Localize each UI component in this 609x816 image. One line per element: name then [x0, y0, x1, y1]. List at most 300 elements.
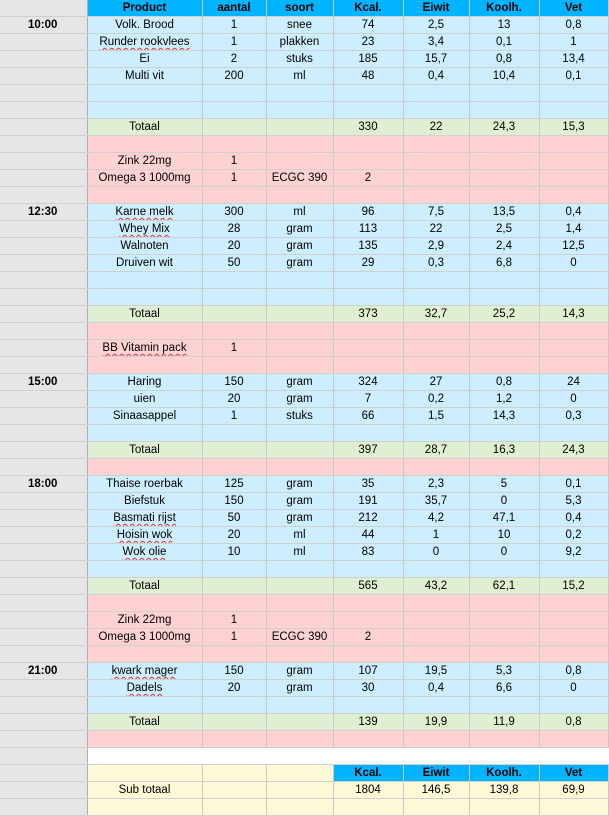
cell-soort[interactable] — [266, 646, 333, 663]
cell-koolh[interactable]: 6,6 — [469, 680, 539, 697]
cell-koolh[interactable]: 5 — [469, 476, 539, 493]
cell-eiwit[interactable]: 43,2 — [403, 578, 469, 595]
cell-kcal[interactable]: Kcal. — [333, 765, 403, 782]
cell-eiwit[interactable] — [403, 646, 469, 663]
cell-time[interactable] — [0, 68, 87, 85]
cell-kcal[interactable]: 74 — [333, 17, 403, 34]
header-vet[interactable]: Vet — [539, 0, 608, 17]
cell-soort[interactable] — [266, 119, 333, 136]
header-koolh[interactable]: Koolh. — [469, 0, 539, 17]
cell-product[interactable] — [87, 221, 202, 238]
cell-eiwit[interactable]: 27 — [403, 374, 469, 391]
cell-aantal[interactable] — [202, 697, 266, 714]
cell-vet[interactable] — [539, 357, 608, 374]
cell-time[interactable] — [0, 612, 87, 629]
cell-soort[interactable] — [266, 272, 333, 289]
cell-eiwit[interactable]: 15,7 — [403, 51, 469, 68]
cell-aantal[interactable]: 150 — [202, 374, 266, 391]
cell-vet[interactable] — [539, 272, 608, 289]
cell-eiwit[interactable]: 4,2 — [403, 510, 469, 527]
cell-soort[interactable]: plakken — [266, 34, 333, 51]
cell-aantal[interactable] — [202, 459, 266, 476]
cell-vet[interactable] — [539, 629, 608, 646]
cell-eiwit[interactable] — [403, 425, 469, 442]
cell-eiwit[interactable]: 2,5 — [403, 17, 469, 34]
cell-time[interactable] — [0, 306, 87, 323]
cell-soort[interactable]: snee — [266, 17, 333, 34]
cell-soort[interactable] — [266, 442, 333, 459]
cell-vet[interactable]: 0 — [539, 391, 608, 408]
cell-product[interactable] — [87, 595, 202, 612]
cell-time[interactable] — [0, 629, 87, 646]
cell-aantal[interactable]: 1 — [202, 408, 266, 425]
cell-time[interactable] — [0, 561, 87, 578]
cell-time[interactable] — [0, 578, 87, 595]
cell-aantal[interactable] — [202, 578, 266, 595]
cell-vet[interactable] — [539, 561, 608, 578]
cell-vet[interactable]: 0,1 — [539, 68, 608, 85]
cell-time[interactable] — [0, 289, 87, 306]
cell-aantal[interactable] — [202, 102, 266, 119]
cell-koolh[interactable] — [469, 561, 539, 578]
cell-soort[interactable] — [266, 731, 333, 748]
cell-eiwit[interactable] — [403, 731, 469, 748]
cell-koolh[interactable] — [469, 170, 539, 187]
cell-kcal[interactable]: 30 — [333, 680, 403, 697]
cell-eiwit[interactable] — [403, 697, 469, 714]
cell-vet[interactable]: 69,9 — [539, 782, 608, 799]
cell-soort[interactable]: ml — [266, 544, 333, 561]
cell-product[interactable]: Totaal — [87, 578, 202, 595]
cell-vet[interactable]: 9,2 — [539, 544, 608, 561]
cell-vet[interactable]: 0 — [539, 680, 608, 697]
cell-soort[interactable]: gram — [266, 374, 333, 391]
cell-eiwit[interactable] — [403, 748, 469, 765]
cell-time[interactable] — [0, 680, 87, 697]
cell-koolh[interactable] — [469, 731, 539, 748]
cell-aantal[interactable] — [202, 289, 266, 306]
cell-kcal[interactable] — [333, 612, 403, 629]
cell-kcal[interactable] — [333, 102, 403, 119]
cell-product[interactable]: Sinaasappel — [87, 408, 202, 425]
cell-product[interactable] — [87, 323, 202, 340]
cell-koolh[interactable]: 25,2 — [469, 306, 539, 323]
cell-soort[interactable] — [266, 187, 333, 204]
cell-time[interactable] — [0, 442, 87, 459]
cell-aantal[interactable]: 20 — [202, 527, 266, 544]
cell-vet[interactable] — [539, 731, 608, 748]
cell-vet[interactable]: 13,4 — [539, 51, 608, 68]
cell-time[interactable] — [0, 187, 87, 204]
cell-kcal[interactable] — [333, 136, 403, 153]
cell-koolh[interactable] — [469, 357, 539, 374]
cell-eiwit[interactable]: 146,5 — [403, 782, 469, 799]
cell-time[interactable]: 12:30 — [0, 204, 87, 221]
cell-koolh[interactable]: 10,4 — [469, 68, 539, 85]
cell-koolh[interactable]: 13 — [469, 17, 539, 34]
cell-eiwit[interactable] — [403, 629, 469, 646]
header-eiwit[interactable]: Eiwit — [403, 0, 469, 17]
cell-kcal[interactable] — [333, 425, 403, 442]
cell-kcal[interactable] — [333, 697, 403, 714]
cell-product[interactable]: Multi vit — [87, 68, 202, 85]
cell-koolh[interactable]: 0,8 — [469, 374, 539, 391]
cell-aantal[interactable]: 20 — [202, 680, 266, 697]
cell-aantal[interactable]: 1 — [202, 34, 266, 51]
cell-koolh[interactable]: 24,3 — [469, 119, 539, 136]
cell-kcal[interactable]: 330 — [333, 119, 403, 136]
cell-aantal[interactable]: 1 — [202, 17, 266, 34]
row-header-cell[interactable] — [0, 0, 87, 17]
cell-eiwit[interactable] — [403, 357, 469, 374]
cell-soort[interactable] — [266, 748, 333, 765]
cell-koolh[interactable]: 13,5 — [469, 204, 539, 221]
cell-kcal[interactable]: 113 — [333, 221, 403, 238]
cell-time[interactable] — [0, 85, 87, 102]
cell-time[interactable] — [0, 544, 87, 561]
cell-koolh[interactable] — [469, 323, 539, 340]
cell-vet[interactable]: 0,1 — [539, 476, 608, 493]
cell-vet[interactable]: 5,3 — [539, 493, 608, 510]
cell-time[interactable] — [0, 459, 87, 476]
cell-eiwit[interactable] — [403, 289, 469, 306]
cell-time[interactable] — [0, 765, 87, 782]
cell-time[interactable] — [0, 102, 87, 119]
cell-kcal[interactable]: 2 — [333, 170, 403, 187]
cell-eiwit[interactable]: 19,5 — [403, 663, 469, 680]
cell-eiwit[interactable]: 1,5 — [403, 408, 469, 425]
cell-soort[interactable]: ml — [266, 204, 333, 221]
cell-vet[interactable] — [539, 425, 608, 442]
cell-kcal[interactable]: 29 — [333, 255, 403, 272]
cell-aantal[interactable] — [202, 765, 266, 782]
cell-soort[interactable]: ml — [266, 68, 333, 85]
cell-koolh[interactable]: 14,3 — [469, 408, 539, 425]
cell-kcal[interactable] — [333, 289, 403, 306]
cell-aantal[interactable]: 1 — [202, 340, 266, 357]
cell-soort[interactable]: ECGC 390 — [266, 170, 333, 187]
cell-soort[interactable] — [266, 765, 333, 782]
cell-vet[interactable]: 15,3 — [539, 119, 608, 136]
cell-aantal[interactable]: 125 — [202, 476, 266, 493]
cell-aantal[interactable] — [202, 782, 266, 799]
cell-koolh[interactable]: 16,3 — [469, 442, 539, 459]
cell-time[interactable] — [0, 731, 87, 748]
cell-time[interactable] — [0, 646, 87, 663]
cell-time[interactable] — [0, 170, 87, 187]
cell-eiwit[interactable]: 0,4 — [403, 68, 469, 85]
cell-vet[interactable]: 0 — [539, 255, 608, 272]
cell-vet[interactable]: 0,3 — [539, 408, 608, 425]
cell-eiwit[interactable]: 7,5 — [403, 204, 469, 221]
cell-kcal[interactable] — [333, 357, 403, 374]
cell-product[interactable] — [87, 34, 202, 51]
cell-product[interactable] — [87, 765, 202, 782]
cell-aantal[interactable]: 2 — [202, 51, 266, 68]
cell-time[interactable] — [0, 510, 87, 527]
cell-vet[interactable]: 14,3 — [539, 306, 608, 323]
cell-eiwit[interactable]: 0,3 — [403, 255, 469, 272]
cell-eiwit[interactable] — [403, 102, 469, 119]
cell-product[interactable] — [87, 680, 202, 697]
cell-kcal[interactable]: 23 — [333, 34, 403, 51]
cell-time[interactable]: 15:00 — [0, 374, 87, 391]
cell-time[interactable] — [0, 493, 87, 510]
cell-eiwit[interactable] — [403, 187, 469, 204]
cell-product[interactable]: Thaise roerbak — [87, 476, 202, 493]
cell-aantal[interactable]: 20 — [202, 238, 266, 255]
cell-time[interactable] — [0, 527, 87, 544]
cell-kcal[interactable] — [333, 340, 403, 357]
cell-aantal[interactable] — [202, 357, 266, 374]
cell-soort[interactable] — [266, 85, 333, 102]
cell-aantal[interactable]: 150 — [202, 663, 266, 680]
cell-aantal[interactable] — [202, 442, 266, 459]
cell-vet[interactable] — [539, 595, 608, 612]
cell-soort[interactable] — [266, 425, 333, 442]
cell-eiwit[interactable] — [403, 561, 469, 578]
cell-koolh[interactable] — [469, 646, 539, 663]
cell-kcal[interactable] — [333, 595, 403, 612]
cell-aantal[interactable] — [202, 85, 266, 102]
cell-aantal[interactable] — [202, 646, 266, 663]
cell-kcal[interactable] — [333, 561, 403, 578]
cell-soort[interactable] — [266, 289, 333, 306]
cell-soort[interactable]: gram — [266, 493, 333, 510]
cell-vet[interactable]: 24 — [539, 374, 608, 391]
cell-vet[interactable]: 1,4 — [539, 221, 608, 238]
cell-soort[interactable] — [266, 595, 333, 612]
cell-aantal[interactable] — [202, 748, 266, 765]
cell-vet[interactable] — [539, 289, 608, 306]
cell-aantal[interactable]: 28 — [202, 221, 266, 238]
cell-product[interactable] — [87, 510, 202, 527]
cell-soort[interactable] — [266, 357, 333, 374]
cell-kcal[interactable]: 96 — [333, 204, 403, 221]
cell-soort[interactable] — [266, 714, 333, 731]
cell-soort[interactable]: gram — [266, 255, 333, 272]
cell-eiwit[interactable] — [403, 340, 469, 357]
cell-koolh[interactable]: 2,4 — [469, 238, 539, 255]
cell-eiwit[interactable]: 35,7 — [403, 493, 469, 510]
cell-kcal[interactable]: 397 — [333, 442, 403, 459]
cell-vet[interactable] — [539, 136, 608, 153]
cell-kcal[interactable] — [333, 85, 403, 102]
cell-product[interactable] — [87, 544, 202, 561]
cell-koolh[interactable]: Koolh. — [469, 765, 539, 782]
cell-aantal[interactable]: 10 — [202, 544, 266, 561]
cell-product[interactable] — [87, 731, 202, 748]
cell-time[interactable] — [0, 357, 87, 374]
cell-kcal[interactable]: 373 — [333, 306, 403, 323]
cell-koolh[interactable] — [469, 289, 539, 306]
cell-aantal[interactable]: 300 — [202, 204, 266, 221]
cell-time[interactable] — [0, 782, 87, 799]
cell-soort[interactable]: ECGC 390 — [266, 629, 333, 646]
cell-kcal[interactable] — [333, 323, 403, 340]
cell-aantal[interactable] — [202, 187, 266, 204]
cell-aantal[interactable]: 1 — [202, 170, 266, 187]
cell-product[interactable]: Totaal — [87, 306, 202, 323]
cell-vet[interactable]: 1 — [539, 34, 608, 51]
cell-soort[interactable]: ml — [266, 527, 333, 544]
cell-vet[interactable]: Vet — [539, 765, 608, 782]
cell-kcal[interactable]: 139 — [333, 714, 403, 731]
cell-eiwit[interactable]: 2,9 — [403, 238, 469, 255]
cell-product[interactable] — [87, 663, 202, 680]
cell-kcal[interactable] — [333, 731, 403, 748]
cell-koolh[interactable] — [469, 612, 539, 629]
cell-soort[interactable] — [266, 782, 333, 799]
cell-koolh[interactable]: 1,2 — [469, 391, 539, 408]
cell-aantal[interactable] — [202, 714, 266, 731]
cell-product[interactable]: Volk. Brood — [87, 17, 202, 34]
cell-product[interactable] — [87, 357, 202, 374]
cell-koolh[interactable] — [469, 629, 539, 646]
cell-koolh[interactable] — [469, 85, 539, 102]
cell-vet[interactable] — [539, 459, 608, 476]
cell-kcal[interactable]: 83 — [333, 544, 403, 561]
cell-product[interactable]: Walnoten — [87, 238, 202, 255]
cell-koolh[interactable]: 5,3 — [469, 663, 539, 680]
cell-product[interactable]: Totaal — [87, 119, 202, 136]
cell-eiwit[interactable]: 0,2 — [403, 391, 469, 408]
cell-time[interactable] — [0, 748, 87, 765]
cell-eiwit[interactable]: 0,4 — [403, 680, 469, 697]
cell-koolh[interactable] — [469, 136, 539, 153]
cell-vet[interactable] — [539, 697, 608, 714]
cell-kcal[interactable]: 107 — [333, 663, 403, 680]
cell-eiwit[interactable]: Eiwit — [403, 765, 469, 782]
cell-koolh[interactable] — [469, 187, 539, 204]
cell-product[interactable] — [87, 425, 202, 442]
cell-kcal[interactable]: 7 — [333, 391, 403, 408]
cell-koolh[interactable]: 47,1 — [469, 510, 539, 527]
cell-vet[interactable] — [539, 340, 608, 357]
cell-aantal[interactable]: 1 — [202, 629, 266, 646]
cell-kcal[interactable]: 212 — [333, 510, 403, 527]
cell-soort[interactable]: gram — [266, 476, 333, 493]
cell-aantal[interactable]: 50 — [202, 255, 266, 272]
cell-aantal[interactable] — [202, 272, 266, 289]
cell-product[interactable] — [87, 85, 202, 102]
cell-product[interactable]: uien — [87, 391, 202, 408]
cell-time[interactable] — [0, 697, 87, 714]
cell-eiwit[interactable]: 3,4 — [403, 34, 469, 51]
cell-soort[interactable]: gram — [266, 391, 333, 408]
cell-eiwit[interactable] — [403, 153, 469, 170]
cell-soort[interactable]: gram — [266, 510, 333, 527]
cell-soort[interactable] — [266, 306, 333, 323]
cell-soort[interactable] — [266, 153, 333, 170]
cell-koolh[interactable] — [469, 102, 539, 119]
cell-aantal[interactable]: 150 — [202, 493, 266, 510]
cell-kcal[interactable]: 185 — [333, 51, 403, 68]
cell-time[interactable] — [0, 714, 87, 731]
cell-time[interactable] — [0, 272, 87, 289]
cell-time[interactable]: 18:00 — [0, 476, 87, 493]
cell-eiwit[interactable] — [403, 459, 469, 476]
cell-aantal[interactable] — [202, 595, 266, 612]
cell-koolh[interactable]: 139,8 — [469, 782, 539, 799]
cell-time[interactable] — [0, 119, 87, 136]
cell-time[interactable] — [0, 153, 87, 170]
cell-soort[interactable]: stuks — [266, 51, 333, 68]
cell-vet[interactable] — [539, 170, 608, 187]
header-kcal[interactable]: Kcal. — [333, 0, 403, 17]
cell-koolh[interactable] — [469, 697, 539, 714]
cell-vet[interactable] — [539, 187, 608, 204]
cell-koolh[interactable]: 6,8 — [469, 255, 539, 272]
cell-product[interactable]: Omega 3 1000mg — [87, 170, 202, 187]
cell-kcal[interactable]: 2 — [333, 629, 403, 646]
cell-time[interactable] — [0, 238, 87, 255]
cell-vet[interactable]: 0,8 — [539, 663, 608, 680]
cell-eiwit[interactable] — [403, 136, 469, 153]
cell-product[interactable] — [87, 561, 202, 578]
cell-time[interactable] — [0, 136, 87, 153]
cell-kcal[interactable]: 48 — [333, 68, 403, 85]
cell-koolh[interactable]: 0,1 — [469, 34, 539, 51]
cell-eiwit[interactable]: 1 — [403, 527, 469, 544]
cell-time[interactable] — [0, 391, 87, 408]
cell-time[interactable] — [0, 34, 87, 51]
cell-product[interactable] — [87, 748, 202, 765]
cell-kcal[interactable] — [333, 187, 403, 204]
cell-soort[interactable] — [266, 459, 333, 476]
cell-time[interactable] — [0, 255, 87, 272]
cell-vet[interactable]: 15,2 — [539, 578, 608, 595]
header-aantal[interactable]: aantal — [202, 0, 266, 17]
cell-time[interactable]: 10:00 — [0, 17, 87, 34]
cell-eiwit[interactable] — [403, 85, 469, 102]
cell-kcal[interactable]: 1804 — [333, 782, 403, 799]
cell-aantal[interactable] — [202, 323, 266, 340]
cell-koolh[interactable]: 11,9 — [469, 714, 539, 731]
cell-product[interactable]: Omega 3 1000mg — [87, 629, 202, 646]
cell-product[interactable]: Totaal — [87, 714, 202, 731]
cell-soort[interactable] — [266, 136, 333, 153]
cell-koolh[interactable] — [469, 272, 539, 289]
cell-koolh[interactable]: 0 — [469, 493, 539, 510]
cell-kcal[interactable]: 44 — [333, 527, 403, 544]
cell-product[interactable]: Zink 22mg — [87, 612, 202, 629]
cell-product[interactable]: Haring — [87, 374, 202, 391]
cell-time[interactable] — [0, 221, 87, 238]
cell-koolh[interactable]: 0,8 — [469, 51, 539, 68]
cell-aantal[interactable] — [202, 136, 266, 153]
cell-aantal[interactable]: 1 — [202, 612, 266, 629]
cell-product[interactable] — [87, 340, 202, 357]
cell-eiwit[interactable] — [403, 323, 469, 340]
cell-eiwit[interactable]: 28,7 — [403, 442, 469, 459]
cell-vet[interactable] — [539, 153, 608, 170]
cell-product[interactable]: Totaal — [87, 442, 202, 459]
cell-aantal[interactable]: 20 — [202, 391, 266, 408]
cell-kcal[interactable]: 565 — [333, 578, 403, 595]
cell-kcal[interactable] — [333, 646, 403, 663]
cell-aantal[interactable]: 50 — [202, 510, 266, 527]
cell-kcal[interactable]: 66 — [333, 408, 403, 425]
cell-koolh[interactable]: 0 — [469, 544, 539, 561]
cell-time[interactable] — [0, 408, 87, 425]
cell-time[interactable] — [0, 51, 87, 68]
cell-vet[interactable]: 0,8 — [539, 17, 608, 34]
cell-soort[interactable]: gram — [266, 238, 333, 255]
cell-vet[interactable] — [539, 85, 608, 102]
cell-kcal[interactable]: 135 — [333, 238, 403, 255]
cell-product[interactable] — [87, 187, 202, 204]
